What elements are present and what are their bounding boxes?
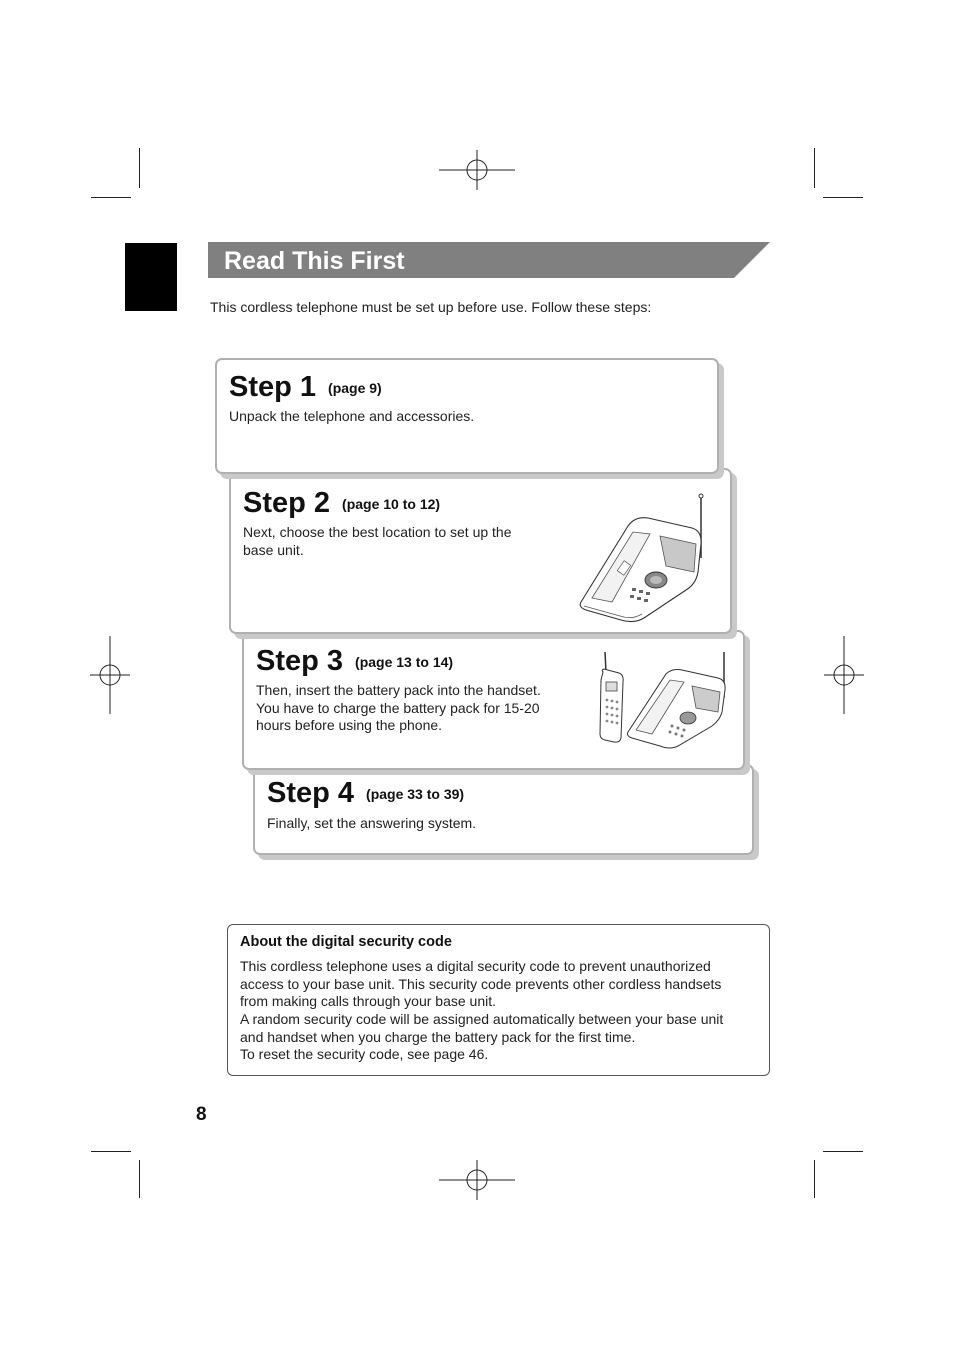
security-line: access to your base unit. This security code prevents other cordless handsets	[240, 976, 722, 992]
step-4-title: Step 4 (page 33 to 39)	[267, 777, 465, 809]
security-line: To reset the security code, see page 46.	[240, 1046, 489, 1062]
crop-mark-icon	[91, 197, 131, 198]
step-4-page: (page 33 to 39)	[366, 786, 465, 802]
base-unit-illustration	[626, 650, 732, 750]
security-line: A random security code will be assigned automatically between your base unit	[240, 1011, 724, 1027]
security-line: This cordless telephone uses a digital security code to prevent unauthorized	[240, 958, 711, 974]
security-title: About the digital security code	[240, 934, 452, 950]
step-3-page: (page 13 to 14)	[355, 654, 454, 670]
step-3-title: Step 3 (page 13 to 14)	[256, 645, 454, 677]
crop-mark-icon	[139, 1160, 140, 1198]
step-4-text: Finally, set the answering system.	[267, 815, 477, 831]
base-unit-illustration	[578, 492, 710, 626]
crop-mark-icon	[814, 1160, 815, 1198]
crop-mark-icon	[91, 1151, 131, 1152]
crop-mark-icon	[823, 1151, 863, 1152]
security-line: and handset when you charge the battery pack for the first time.	[240, 1029, 636, 1045]
crop-mark-icon	[814, 148, 815, 188]
crop-mark-icon	[139, 148, 140, 188]
page-number: 8	[196, 1104, 207, 1125]
section-tab	[125, 243, 177, 311]
step-3-text: Then, insert the battery pack into the handset. You have to charge the battery pack for 15-20 hours before using the phone.	[256, 682, 541, 733]
handset-illustration	[597, 650, 629, 745]
intro-text: This cordless telephone must be set up before use. Follow these steps:	[210, 299, 652, 315]
step-1-page: (page 9)	[328, 380, 382, 396]
registration-mark-icon	[824, 636, 864, 714]
step-1-text: Unpack the telephone and accessories.	[229, 408, 475, 424]
page-title: Read This First	[224, 247, 405, 275]
step-2-page: (page 10 to 12)	[342, 496, 441, 512]
registration-mark-icon	[437, 1160, 517, 1200]
security-line: from making calls through your base unit.	[240, 993, 497, 1009]
step-1-title: Step 1 (page 9)	[229, 371, 382, 403]
step-2-title: Step 2 (page 10 to 12)	[243, 487, 441, 519]
crop-mark-icon	[823, 197, 863, 198]
step-2-text: Next, choose the best location to set up the base unit.	[243, 524, 512, 558]
registration-mark-icon	[437, 150, 517, 190]
registration-mark-icon	[90, 636, 130, 714]
